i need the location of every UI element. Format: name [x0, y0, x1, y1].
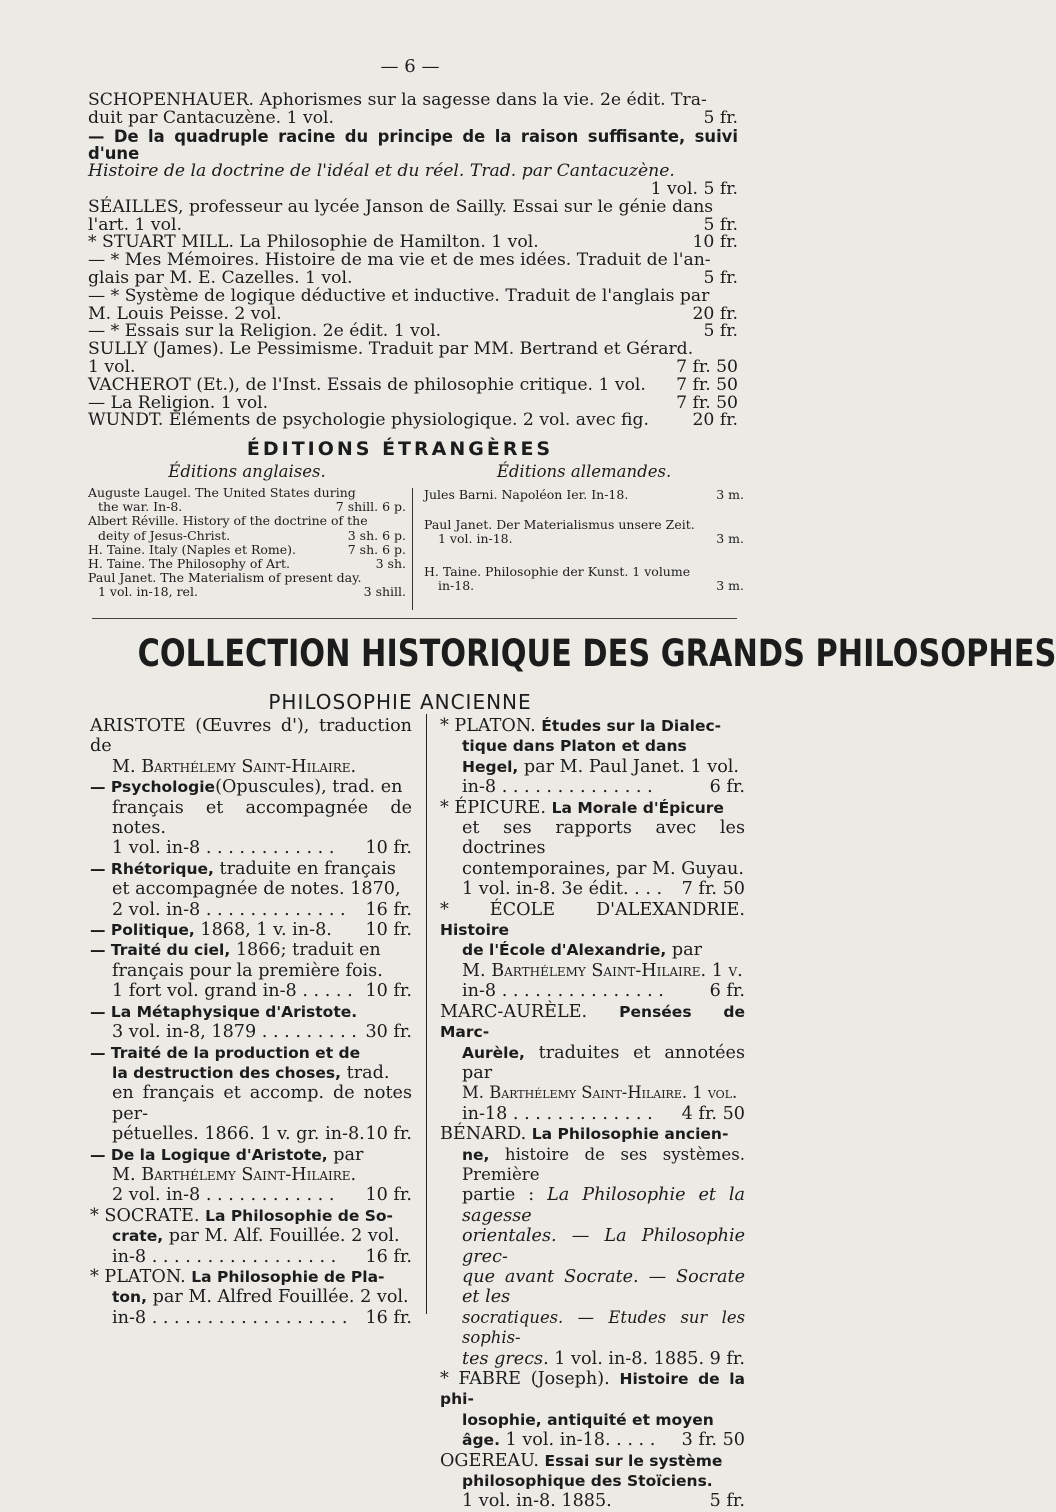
list-item: H. Taine. Italy (Naples et Rome). 7 sh. 6 p.: [88, 541, 406, 557]
entry-line: — La Religion. 1 vol.: [88, 392, 269, 413]
list-item: Paul Janet. The Materialism of present day.: [88, 570, 362, 586]
list-item: Albert Réville. History of the doctrine of the: [88, 513, 368, 529]
entry-line: VACHEROT (Et.), de l'Inst. Essais de philosophie critique. 1 vol.: [88, 374, 646, 395]
entry-epicure: * ÉPICURE. La Morale d'Épicure et ses rapports avec les doctrines contemporaines, par M. Guyau. 1 vol. in-8. 3e édit. . . . 7 fr. 50: [440, 797, 745, 900]
list-item: H. Taine. The Philosophy of Art. 3 sh.: [88, 556, 406, 572]
subsection-heading: Éditions anglaises.: [168, 462, 326, 481]
price: 10 fr.: [692, 232, 738, 253]
entry-line: — * Système de logique déductive et inductive. Traduit de l'anglais par: [88, 285, 710, 306]
price: 16 fr.: [365, 1246, 412, 1267]
entry-marc-aurele: MARC-AURÈLE. Pensées de Marc- Aurèle, traduites et annotées par M. Barthélemy Saint-Hilaire. 1 vol. in-18 . . . . . . . . . . . . . 4 fr. 50: [440, 1001, 745, 1124]
section-heading-editions-etrangeres: ÉDITIONS ÉTRANGÈRES: [246, 438, 554, 460]
entry-systeme-logique: [88, 285, 738, 324]
price: 16 fr.: [365, 1307, 412, 1328]
subsection-heading: Éditions allemandes.: [496, 462, 672, 481]
entry-line: Histoire de la doctrine de l'idéal et du réel. Trad. par Cantacuzène.: [88, 161, 675, 182]
entry-benard: BÉNARD. La Philosophie ancien- ne, histoire de ses systèmes. Première partie : La Philosophie et la sagesse orientales. — La Philosophie grec- que avant Socrate. — Socrate et les socratiques. — Etudes sur les sophis- tes grecs. 1 vol. in-8. 1885. 9 fr.: [440, 1124, 745, 1369]
price: 7 fr. 50: [681, 879, 745, 900]
entry-metaphysique: — La Métaphysique d'Aristote. 3 vol. in-8, 1879 . . . . . . . . . 30 fr.: [90, 1002, 412, 1043]
divider: [92, 618, 737, 619]
price: 5 fr.: [709, 1491, 745, 1512]
entry-logique-aristote: — De la Logique d'Aristote, par M. Barthélemy Saint-Hilaire. 2 vol. in-8 . . . . . . . . . . . . 10 fr.: [90, 1144, 412, 1206]
entry-seailles: [88, 196, 738, 235]
entry-psychologie: — Psychologie(Opuscules), trad. en français et accompagnée de notes. 1 vol. in-8 . . . . . . . . . . . . 10 fr.: [90, 777, 412, 859]
entry-ecole-alexandrie: * ÉCOLE D'ALEXANDRIE. Histoire de l'École d'Alexandrie, par M. Barthélemy Saint-Hilaire. 1 v. in-8 . . . . . . . . . . . . . . . 6 fr.: [440, 899, 745, 1002]
entry-line: * STUART MILL. La Philosophie de Hamilton. 1 vol.: [88, 232, 539, 253]
price: 7 fr. 50: [676, 392, 738, 413]
entry-line: 1 vol.: [88, 356, 136, 377]
price: 6 fr.: [709, 981, 745, 1002]
price: 5 fr.: [703, 267, 738, 288]
list-item: Jules Barni. Napoléon Ier. In-18. 3 m.: [424, 487, 744, 502]
editions-allemandes: [424, 462, 744, 593]
entry-platon-janet: * PLATON. Études sur la Dialec- tique dans Platon et dans Hegel, par M. Paul Janet. 1 vol. in-8 . . . . . . . . . . . . . . 6 fr.: [440, 716, 745, 798]
philosophy-catalogue: [88, 92, 738, 430]
collection-title: COLLECTION HISTORIQUE DES GRANDS PHILOSOPHES: [137, 632, 1056, 675]
list-item: Auguste Laugel. The United States during: [88, 485, 356, 500]
left-column: [90, 716, 412, 1328]
price: 10 fr.: [365, 981, 412, 1002]
entry-platon-fouillee: * PLATON. La Philosophie de Pla- ton, par M. Alfred Fouillée. 2 vol. in-8 . . . . . . . . . . . . . . . . . . 16 fr.: [90, 1266, 412, 1328]
entry-line: — * Essais sur la Religion. 2e édit. 1 vol.: [88, 321, 442, 342]
entry-traite-du-ciel: — Traité du ciel, 1866; traduit en français pour la première fois. 1 fort vol. grand in-8 . . . . . 10 fr.: [90, 940, 412, 1002]
entry-sully: [88, 341, 738, 377]
section-heading-philosophie-ancienne: PHILOSOPHIE ANCIENNE: [268, 690, 532, 714]
list-item: Paul Janet. Der Materialismus unsere Zeit. 1 vol. in-18. 3 m.: [424, 517, 744, 547]
list-item: 1 vol. in-18, rel. 3 shill.: [98, 584, 406, 600]
entry-wundt: [88, 412, 738, 430]
price: 5 fr.: [703, 321, 738, 342]
entry-politique: — Politique, 1868, 1 v. in-8. 10 fr.: [90, 920, 412, 941]
price: 4 fr. 50: [681, 1103, 745, 1124]
entry-fabre: * FABRE (Joseph). Histoire de la phi- losophie, antiquité et moyen âge. 1 vol. in-18. . . . . 3 fr. 50: [440, 1369, 745, 1451]
entry-socrate: * SOCRATE. La Philosophie de So- crate, par M. Alf. Fouillée. 2 vol. in-8 . . . . . . . . . . . . . . . . . 16 fr.: [90, 1205, 412, 1267]
entry-aristote: ARISTOTE (Œuvres d'), traduction de M. Barthélemy Saint-Hilaire.: [90, 716, 412, 777]
right-column: [440, 716, 745, 1512]
entry-line: SCHOPENHAUER. Aphorismes sur la sagesse dans la vie. 2e édit. Tra-: [88, 90, 707, 110]
price: 7 fr. 50: [676, 356, 738, 377]
entry-vacherot: [88, 374, 738, 395]
entry-line: glais par M. E. Cazelles. 1 vol.: [88, 267, 353, 288]
entry-line: WUNDT. Éléments de psychologie physiologique. 2 vol. avec fig.: [88, 410, 649, 431]
list-item: the war. In-8. 7 shill. 6 p.: [98, 499, 406, 515]
entry-line: — * Mes Mémoires. Histoire de ma vie et de mes idées. Traduit de l'an-: [88, 250, 711, 271]
column-divider: [412, 488, 413, 610]
entry-line: — De la quadruple racine du principe de la raison suffisante, suivi d'une: [88, 126, 738, 164]
price: 3 fr. 50: [681, 1430, 745, 1451]
price: 10 fr.: [365, 920, 412, 941]
price: 9 fr.: [709, 1348, 745, 1369]
entry-line: SÉAILLES, professeur au lycée Janson de Sailly. Essai sur le génie dans: [88, 196, 714, 217]
entry-ogereau: OGEREAU. Essai sur le système philosophique des Stoïciens. 1 vol. in-8. 1885. 5 fr.: [440, 1450, 745, 1512]
price: 10 fr.: [365, 838, 412, 859]
price: 10 fr.: [365, 1185, 412, 1206]
entry-schopenhauer: [88, 92, 738, 128]
list-item: deity of Jesus-Christ. 3 sh. 6 p.: [98, 527, 406, 543]
price: 1 vol. 5 fr.: [650, 178, 738, 199]
entry-mes-memoires: [88, 252, 738, 288]
entry-line: l'art. 1 vol.: [88, 214, 182, 235]
entry-line: SULLY (James). Le Pessimisme. Traduit par MM. Bertrand et Gérard.: [88, 339, 694, 360]
price: 16 fr.: [365, 899, 412, 920]
entry-line: duit par Cantacuzène. 1 vol.: [88, 107, 334, 128]
price: 30 fr.: [365, 1022, 412, 1043]
price: 20 fr.: [692, 410, 738, 431]
price: 10 fr.: [365, 1124, 412, 1145]
list-item: H. Taine. Philosophie der Kunst. 1 volume in-18. 3 m.: [424, 563, 744, 593]
editions-anglaises: [88, 462, 406, 600]
price: 20 fr.: [692, 303, 738, 324]
price: 6 fr.: [709, 777, 745, 798]
page-number: — 6 —: [380, 56, 440, 77]
price: 5 fr.: [703, 107, 738, 128]
entry-line: M. Louis Peisse. 2 vol.: [88, 303, 282, 324]
entry-production-destruction: — Traité de la production et de la destruction des choses, trad. en français et accomp. de notes per- pétuelles. 1866. 1 v. gr. in-8. 10 fr.: [90, 1043, 412, 1145]
column-divider: [426, 714, 427, 1314]
price: 7 fr. 50: [676, 374, 738, 395]
entry-quadruple-racine: [88, 128, 738, 199]
entry-rhetorique: — Rhétorique, traduite en français et accompagnée de notes. 1870, 2 vol. in-8 . . . . . . . . . . . . . 16 fr.: [90, 858, 412, 920]
price: 5 fr.: [703, 214, 738, 235]
